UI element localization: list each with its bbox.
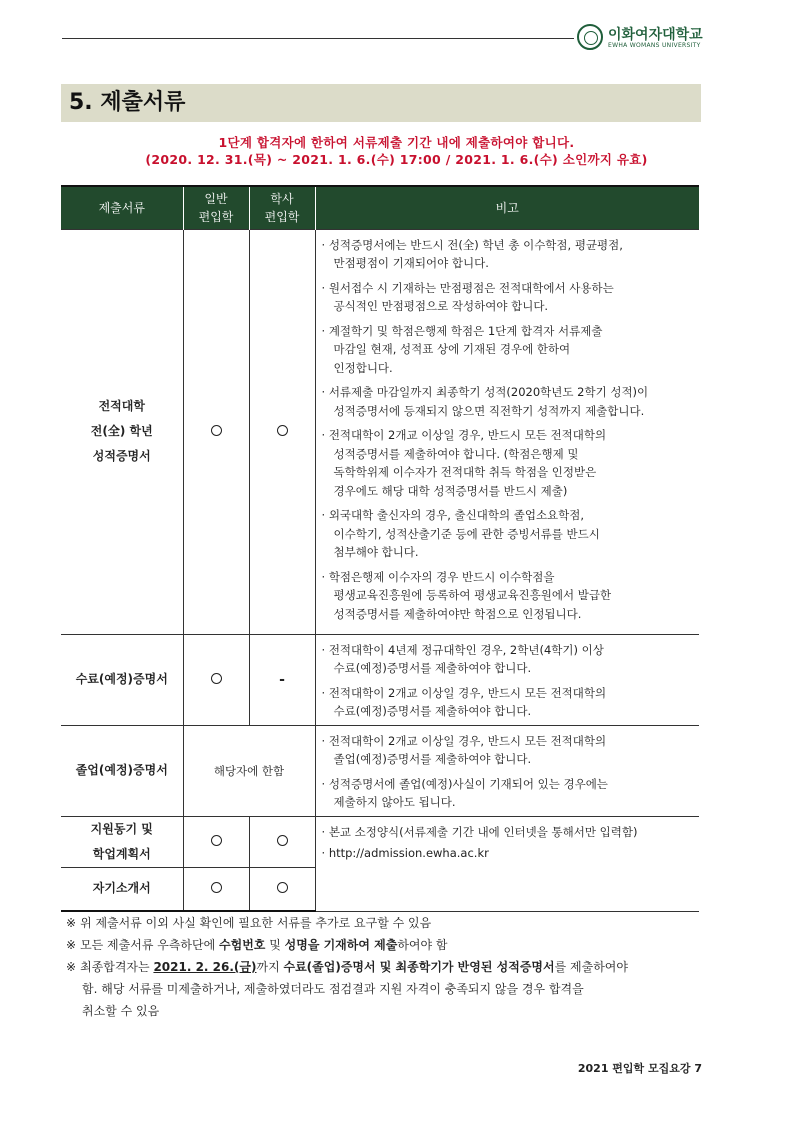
- header-document: 제출서류: [61, 186, 183, 229]
- table-row-transcript: [61, 229, 699, 634]
- page-footer: 2021 편입학 모집요강 7: [577, 1062, 702, 1075]
- list-item: · 학점은행제 이수자의 경우 반드시 이수학점을 평생교육진흥원에 등록하여 평생교육진흥원에서 발급한 성적증명서를 제출하여야만 학점으로 인정됩니다.: [322, 568, 690, 624]
- list-item: · 외국대학 출신자의 경우, 출신대학의 졸업소요학점, 이수학기, 성적산출기준 등에 관한 증빙서류를 반드시 첨부해야 합니다.: [322, 506, 690, 562]
- table-row-graduation: [61, 725, 699, 816]
- doc-name-self-intro: 자기소개서: [61, 867, 183, 911]
- circle-mark-icon: [211, 673, 222, 684]
- list-item: · http://admission.ewha.ac.kr: [322, 844, 690, 863]
- list-item: · 전적대학이 2개교 이상일 경우, 반드시 모든 전적대학의 성적증명서를 제출하여야 합니다. (학점은행제 및 독학학위제 이수자가 전적대학 취득 학점을 인정받은 경우에도 해당 대학 성적증명서를 반드시 제출): [322, 426, 690, 500]
- university-logo: [577, 23, 737, 53]
- remarks-completion: [315, 634, 699, 725]
- circle-mark-icon: [211, 835, 222, 846]
- circle-mark-icon: [277, 835, 288, 846]
- university-seal-icon: [577, 24, 603, 50]
- bachelor-required-completion: -: [249, 634, 315, 725]
- notice-line-1: 1단계 합격자에 한하여 서류제출 기간 내에 제출하여야 합니다.: [218, 135, 575, 150]
- section-title: 5. 제출서류: [61, 84, 701, 122]
- footnote-1: ※ 위 제출서류 이외 사실 확인에 필요한 서류를 추가로 요구할 수 있음: [66, 916, 432, 930]
- doc-name-completion: 수료(예정)증명서: [61, 634, 183, 725]
- table-row-study-plan: [61, 816, 699, 867]
- header-general: 일반 편입학: [183, 186, 249, 229]
- list-item: · 전적대학이 2개교 이상일 경우, 반드시 모든 전적대학의 졸업(예정)증명서를 제출하여야 합니다.: [322, 732, 690, 769]
- doc-name-graduation: 졸업(예정)증명서: [61, 725, 183, 816]
- list-item: · 계절학기 및 학점은행제 학점은 1단계 합격자 서류제출 마감일 현재, 성적표 상에 기재된 경우에 한하여 인정합니다.: [322, 322, 690, 378]
- circle-mark-icon: [211, 425, 222, 436]
- doc-name-transcript: 전적대학 전(全) 학년 성적증명서: [61, 229, 183, 634]
- circle-mark-icon: [277, 425, 288, 436]
- list-item: · 성적증명서에는 반드시 전(全) 학년 총 이수학점, 평균평점, 만점평점이 기재되어야 합니다.: [322, 236, 690, 273]
- table-header-row: [61, 186, 699, 229]
- bachelor-required-transcript: [249, 229, 315, 634]
- general-required-transcript: [183, 229, 249, 634]
- footnote-3: ※ 최종합격자는 2021. 2. 26.(금)까지 수료(졸업)증명서 및 최종학기가 반영된 성적증명서를 제출하여야: [66, 960, 628, 974]
- footnote-2: ※ 모든 제출서류 우측하단에 수험번호 및 성명을 기재하여 제출하여야 함: [66, 938, 448, 952]
- header-bachelor: 학사 편입학: [249, 186, 315, 229]
- list-item: · 서류제출 마감일까지 최종학기 성적(2020학년도 2학기 성적)이 성적증명서에 등재되지 않으면 직전학기 성적까지 제출합니다.: [322, 383, 690, 420]
- general-required-completion: [183, 634, 249, 725]
- footnote-3-continued-1: 함. 해당 서류를 미제출하거나, 제출하였더라도 점검결과 지원 자격이 충족되지 않을 경우 합격을: [82, 982, 584, 996]
- documents-table: [61, 185, 699, 912]
- remarks-graduation: [315, 725, 699, 816]
- bachelor-required-study-plan: [249, 816, 315, 867]
- university-name: 이화여자대학교: [608, 27, 703, 43]
- notice-line-2: (2020. 12. 31.(목) ~ 2021. 1. 6.(수) 17:00 / 2021. 1. 6.(수) 소인까지 유효): [145, 152, 648, 167]
- general-required-study-plan: [183, 816, 249, 867]
- list-item: · 본교 소정양식(서류제출 기간 내에 인터넷을 통해서만 입력함): [322, 823, 690, 842]
- remarks-shared-forms: [315, 816, 699, 911]
- footnotes: [66, 912, 628, 1022]
- doc-name-study-plan: 지원동기 및 학업계획서: [61, 816, 183, 867]
- header-rule: [62, 38, 574, 39]
- list-item: · 성적증명서에 졸업(예정)사실이 기재되어 있는 경우에는 제출하지 않아도 됩니다.: [322, 775, 690, 812]
- list-item: · 전적대학이 2개교 이상일 경우, 반드시 모든 전적대학의 수료(예정)증명서를 제출하여야 합니다.: [322, 684, 690, 721]
- remarks-transcript: [315, 229, 699, 634]
- university-english-name: EWHA WOMANS UNIVERSITY: [608, 42, 701, 49]
- list-item: · 전적대학이 4년제 정규대학인 경우, 2학년(4학기) 이상 수료(예정)증명서를 제출하여야 합니다.: [322, 641, 690, 678]
- circle-mark-icon: [211, 882, 222, 893]
- footnote-3-continued-2: 취소할 수 있음: [82, 1004, 160, 1018]
- header-remarks: 비고: [315, 186, 699, 229]
- table-row-completion: [61, 634, 699, 725]
- list-item: · 원서접수 시 기재하는 만점평점은 전적대학에서 사용하는 공식적인 만점평점으로 작성하여야 합니다.: [322, 279, 690, 316]
- bachelor-required-self-intro: [249, 867, 315, 911]
- general-required-self-intro: [183, 867, 249, 911]
- merged-applicability-graduation: 해당자에 한함: [183, 725, 315, 816]
- circle-mark-icon: [277, 882, 288, 893]
